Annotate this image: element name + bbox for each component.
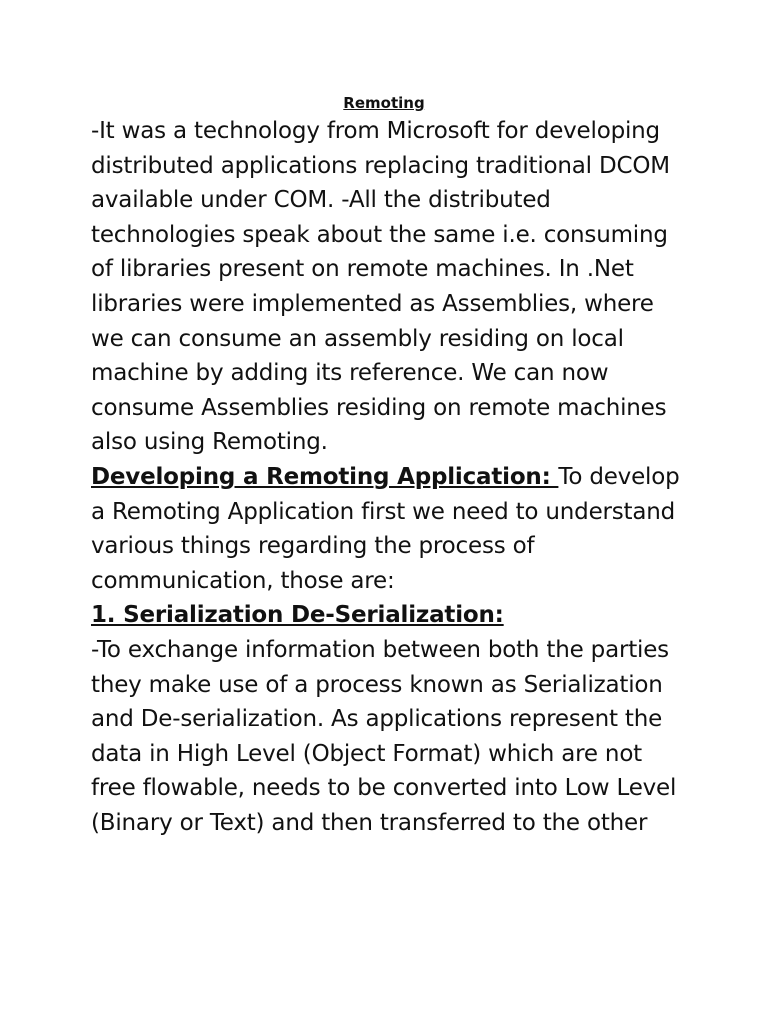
section-paragraph <box>91 460 681 598</box>
intro-paragraph: -It was a technology from Microsoft for developing distributed applications replacing traditional DCOM available under COM. -All the distributed technologies speak about the same i.e. consuming of libraries present on remote machines. In .Net libraries were implemented as Assemblies, where we can consume an assembly residing on local machine by adding its reference. We can now consume Assemblies residing on remote machines also using Remoting. <box>91 118 670 456</box>
section-body: To develop a Remoting Application first we need to understand various things regarding the process of communication, those are: <box>91 463 680 594</box>
section-heading: Developing a Remoting Application: <box>91 463 559 490</box>
document-body <box>91 114 681 840</box>
subsection-body: -To exchange information between both the parties they make use of a process known as Serialization and De-serialization. As applications represent the data in High Level (Object Format) which are not free flowable, needs to be converted into Low Level (Binary or Text) and then transferred to the other <box>91 636 677 836</box>
document-title: Remoting <box>343 94 425 112</box>
subsection-heading: 1. Serialization De-Serialization: <box>91 602 504 629</box>
